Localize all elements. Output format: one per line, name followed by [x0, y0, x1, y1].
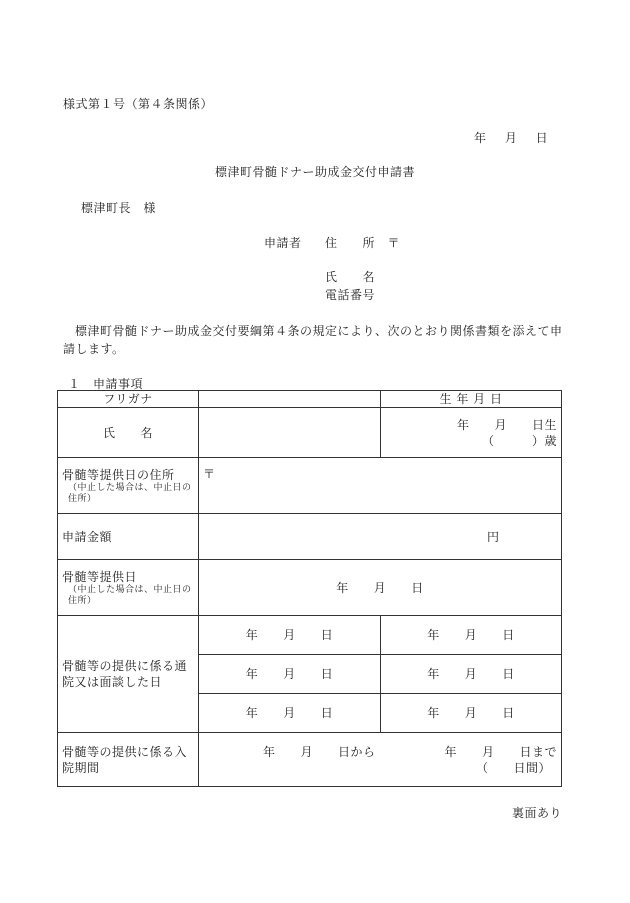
reverse-side-note: 裏面あり	[512, 806, 563, 820]
table-row	[58, 408, 562, 458]
dob-input[interactable]	[381, 408, 562, 458]
visit-date-2[interactable]: 年 月 日	[381, 616, 562, 655]
hospitalization-input[interactable]	[199, 733, 562, 787]
visit-date-5[interactable]: 年 月 日	[199, 694, 381, 733]
hospitalization-to: 年 月 日まで	[444, 744, 557, 759]
donation-date-note: （中止した場合は、中止日の住所）	[68, 584, 192, 606]
name-input[interactable]	[199, 408, 381, 458]
hospitalization-days: （ 日間）	[475, 760, 551, 775]
table-row	[58, 391, 562, 408]
donation-address-input[interactable]	[199, 458, 562, 514]
donation-date-input[interactable]	[199, 560, 562, 616]
hospitalization-from: 年 月 日から	[263, 744, 376, 759]
form-number: 様式第１号（第４条関係）	[63, 97, 214, 111]
applicant-label: 申請者	[264, 236, 302, 250]
visit-label: 骨髄等の提供に係る通院又は面談した日	[58, 616, 199, 733]
amount-label: 申請金額	[58, 514, 199, 560]
applicant-address-label: 住 所 〒	[325, 236, 401, 250]
document-title: 標津町骨髄ドナー助成金交付申請書	[214, 165, 415, 179]
applicant-name-label: 氏 名	[325, 270, 376, 284]
visit-date-6[interactable]: 年 月 日	[381, 694, 562, 733]
dob-label: 生 年 月 日	[381, 391, 562, 408]
hospitalization-period	[203, 744, 557, 760]
applicant-phone-label: 電話番号	[325, 288, 376, 302]
table-row	[58, 560, 562, 616]
name-label: 氏 名	[58, 408, 199, 458]
donation-address-label: 骨髄等提供日の住所	[62, 467, 175, 482]
visit-date-1[interactable]: 年 月 日	[199, 616, 381, 655]
table-row	[58, 616, 562, 655]
donation-date-label: 骨髄等提供日	[62, 569, 138, 584]
table-row	[58, 733, 562, 787]
table-row	[58, 514, 562, 560]
donation-date-label-cell	[58, 560, 199, 616]
visit-date-4[interactable]: 年 月 日	[381, 655, 562, 694]
amount-unit: 円	[487, 529, 500, 544]
age-value: （ ）歳	[481, 433, 557, 448]
application-statement: 標津町骨髄ドナー助成金交付要綱第４条の規定により、次のとおり関係書類を添えて申請します。	[63, 324, 563, 356]
hospitalization-label: 骨髄等の提供に係る入院期間	[58, 733, 199, 787]
addressee: 標津町長 様	[81, 201, 157, 215]
donation-date-value: 年 月 日	[336, 580, 424, 595]
furigana-input[interactable]	[199, 391, 381, 408]
application-date: 年 月 日	[474, 131, 549, 145]
donation-address-note: （中止した場合は、中止日の住所）	[68, 482, 192, 504]
table-row	[58, 458, 562, 514]
postal-mark: 〒	[203, 467, 216, 481]
dob-value: 年 月 日生	[456, 417, 557, 432]
visit-date-3[interactable]: 年 月 日	[199, 655, 381, 694]
section-heading: １ 申請事項	[68, 377, 144, 391]
furigana-label: フリガナ	[58, 391, 199, 408]
application-table	[57, 390, 562, 787]
amount-input[interactable]	[199, 514, 562, 560]
donation-address-label-cell	[58, 458, 199, 514]
